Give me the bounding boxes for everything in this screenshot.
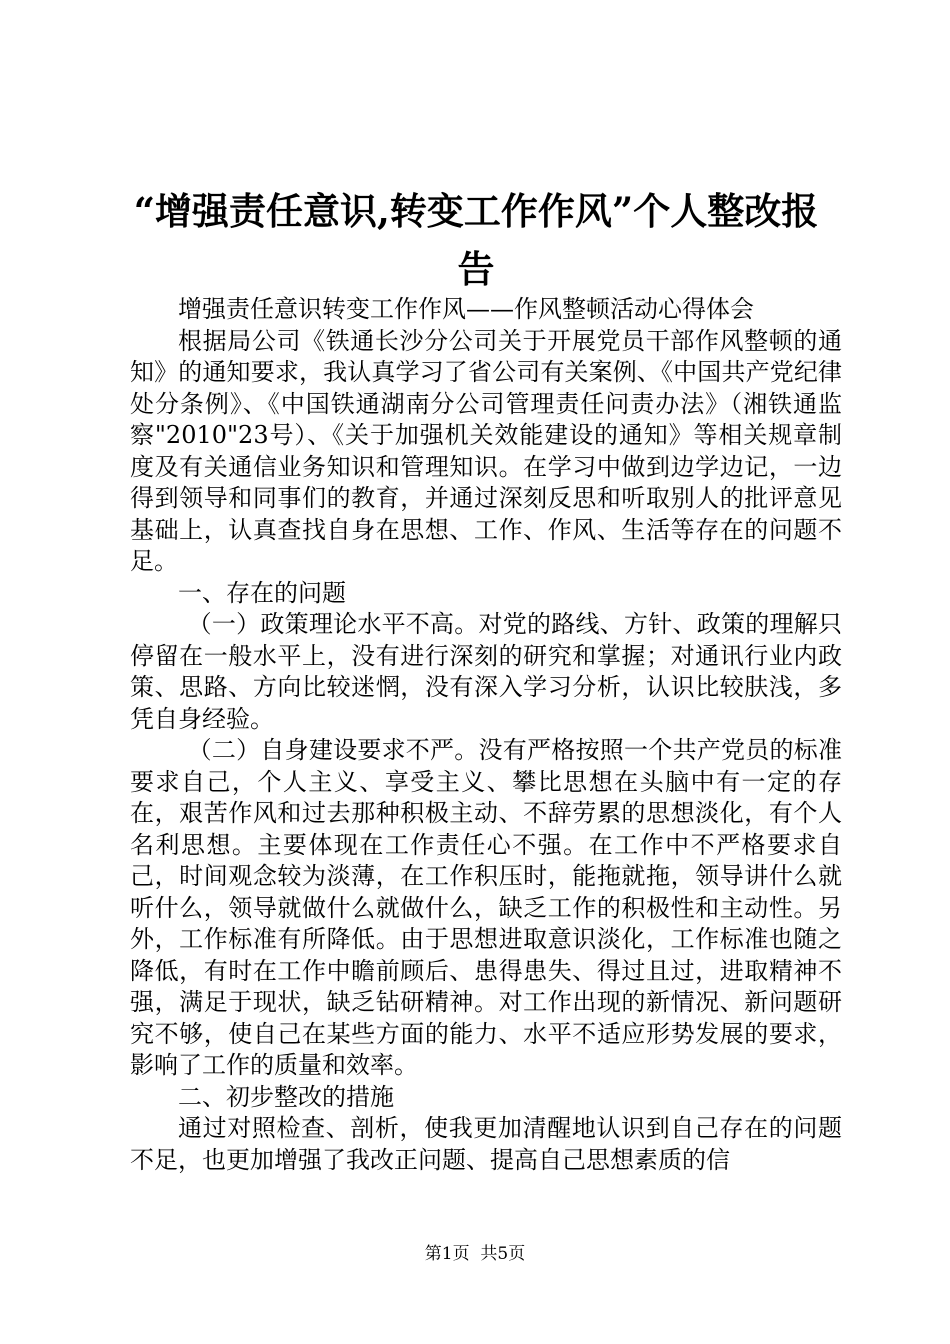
body-paragraph-problem-1: （一）政策理论水平不高。对党的路线、方针、政策的理解只停留在一般水平上，没有进行深刻的研究和掌握；对通讯行业内政策、思路、方向比较迷惘，没有深入学习分析，认识比较肤浅，多凭自身经验。 xyxy=(130,610,842,733)
section-heading-measures: 二、初步整改的措施 xyxy=(178,1082,394,1111)
body-paragraph-problem-2: （二）自身建设要求不严。没有严格按照一个共产党员的标准要求自己，个人主义、享受主义、攀比思想在头脑中有一定的存在，艰苦作风和过去那种积极主动、不辞劳累的思想淡化，有个人名利思想。主要体现在工作责任心不强。在工作中不严格要求自己，时间观念较为淡薄，在工作积压时，能拖就拖，领导讲什么就听什么，领导就做什么就做什么，缺乏工作的积极性和主动性。另外，工作标准有所降低。由于思想进取意识淡化，工作标准也随之降低，有时在工作中瞻前顾后、患得患失、得过且过，进取精神不强，满足于现状，缺乏钻研精神。对工作出现的新情况、新问题研究不够，使自己在某些方面的能力、水平不适应形势发展的要求，影响了工作的质量和效率。 xyxy=(130,736,842,1079)
body-paragraph-subtitle: 增强责任意识转变工作作风——作风整顿活动心得体会 xyxy=(178,295,754,323)
section-heading-problems: 一、存在的问题 xyxy=(178,578,346,607)
footer-separator xyxy=(470,1244,481,1264)
total-pages: 共5页 xyxy=(480,1244,526,1264)
page-number: 第1页 xyxy=(424,1244,470,1264)
document-body xyxy=(130,294,842,1176)
body-paragraph-measures: 通过对照检查、剖析，使我更加清醒地认识到自己存在的问题不足，也更加增强了我改正问题、提高自己思想素质的信 xyxy=(130,1114,842,1174)
document-title: “增强责任意识,转变工作作风”个人整改报告 xyxy=(133,189,819,291)
page-footer xyxy=(0,1242,950,1266)
body-paragraph-intro: 根据局公司《铁通长沙分公司关于开展党员干部作风整顿的通知》的通知要求，我认真学习了省公司有关案例、《中国共产党纪律处分条例》、《中国铁通湖南分公司管理责任问责办法》（湘铁通监察"2010"23号）、《关于加强机关效能建设的通知》等相关规章制度及有关通信业务知识和管理知识。在学习中做到边学边记，一边得到领导和同事们的教育，并通过深刻反思和听取别人的批评意见基础上，认真查找自身在思想、工作、作风、生活等存在的问题不足。 xyxy=(130,326,842,575)
